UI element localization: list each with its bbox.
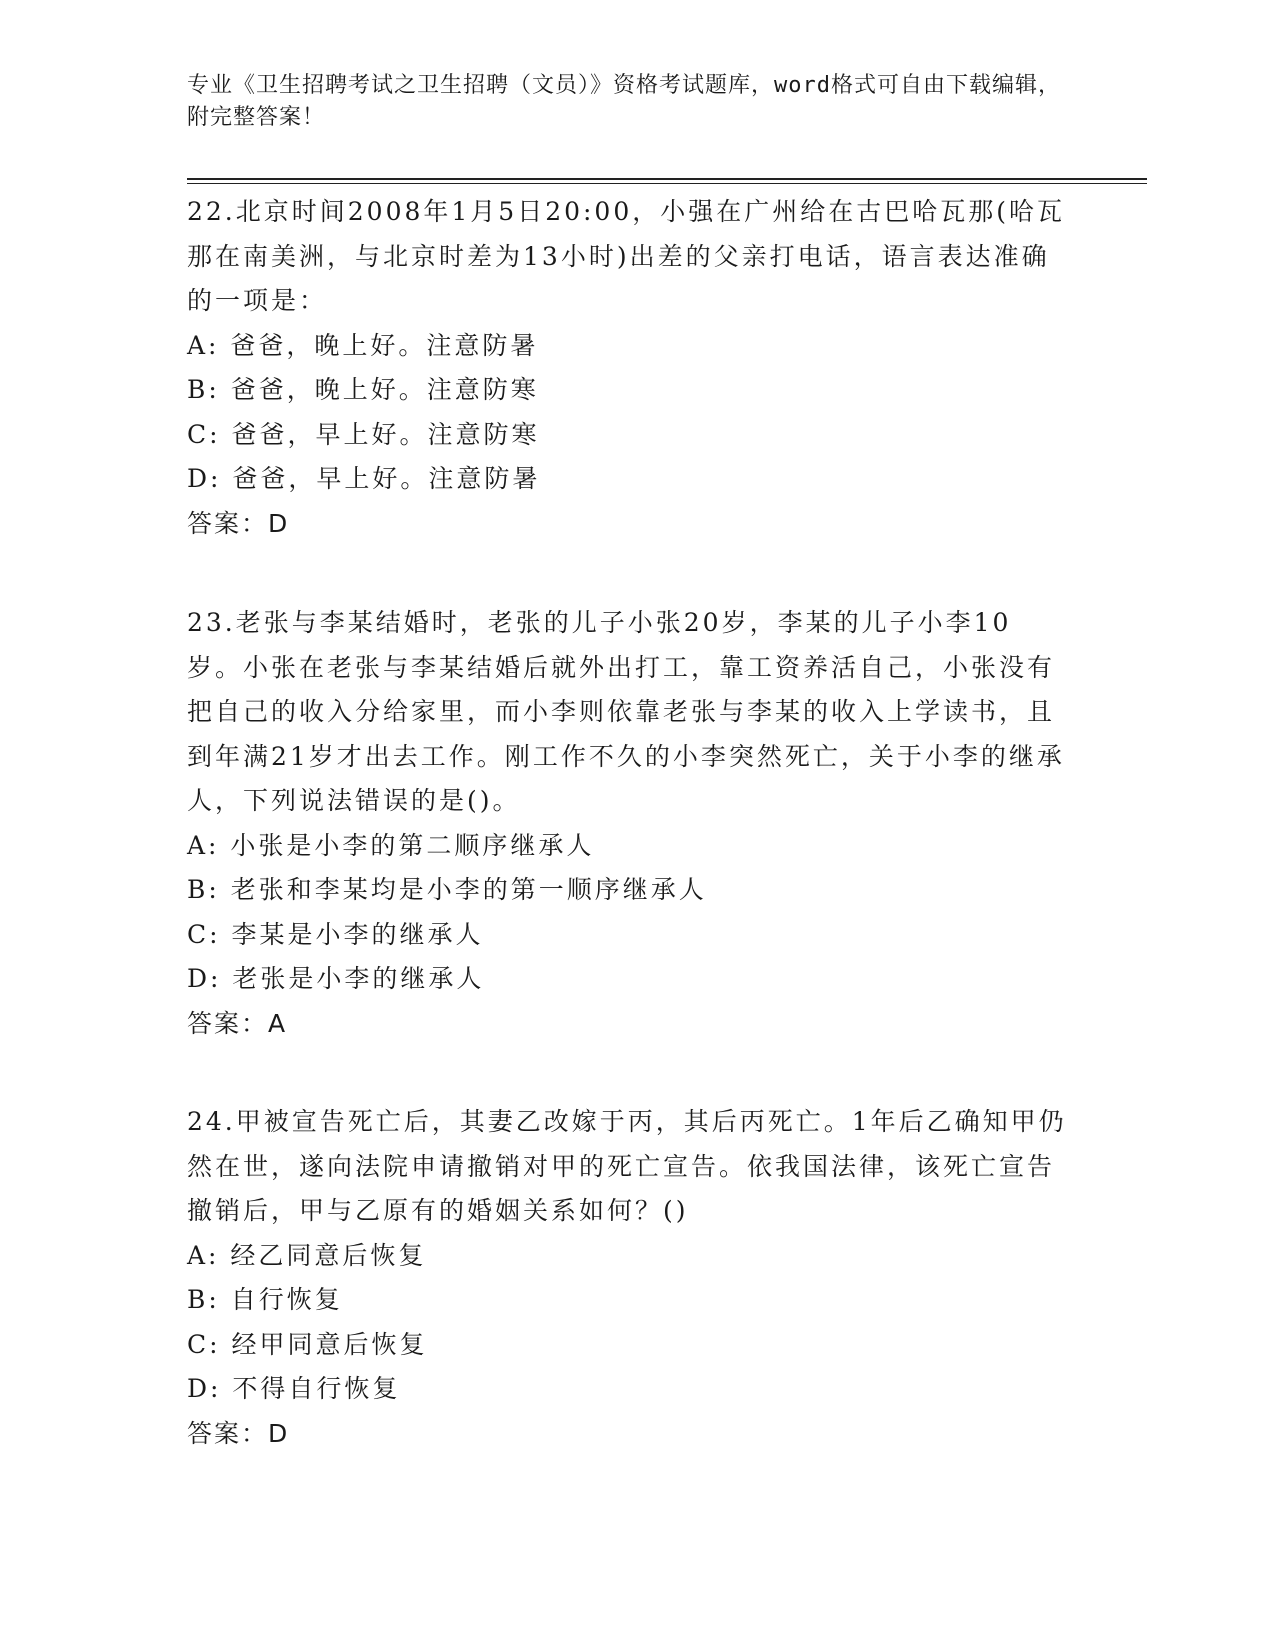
option-d: D: 老张是小李的继承人 <box>187 964 485 993</box>
document-header: 专业《卫生招聘考试之卫生招聘（文员）》资格考试题库，word格式可自由下载编辑，附完整答案！ <box>187 73 1061 130</box>
option-c: C: 经甲同意后恢复 <box>187 1329 428 1359</box>
option-a: A: 小张是小李的第二顺序继承人 <box>187 830 595 860</box>
header-divider-thick <box>187 178 1147 180</box>
option-c: C: 爸爸，早上好。注意防寒 <box>187 419 540 449</box>
option-b: B: 老张和李某均是小李的第一顺序继承人 <box>187 875 707 904</box>
option-d: D: 不得自行恢复 <box>187 1374 401 1403</box>
option-c: C: 李某是小李的继承人 <box>187 919 484 949</box>
question-22 <box>187 190 1067 546</box>
answer-label: 答案：D <box>187 508 290 538</box>
question-text: 22.北京时间2008年1月5日20:00，小强在广州给在古巴哈瓦那(哈瓦那在南美洲，与北京时差为13小时)出差的父亲打电话，语言表达准确的一项是： <box>187 197 1065 315</box>
answer-label: 答案：D <box>187 1418 290 1448</box>
option-b: B: 自行恢复 <box>187 1285 343 1314</box>
header-divider-thin <box>187 183 1147 184</box>
option-a: A: 爸爸，晚上好。注意防暑 <box>187 330 539 360</box>
question-24 <box>187 1100 1067 1456</box>
option-a: A: 经乙同意后恢复 <box>187 1240 427 1270</box>
question-23 <box>187 601 1067 1046</box>
option-b: B: 爸爸，晚上好。注意防寒 <box>187 375 539 404</box>
question-text: 24.甲被宣告死亡后，其妻乙改嫁于丙，其后丙死亡。1年后乙确知甲仍然在世，遂向法院申请撤销对甲的死亡宣告。依我国法律，该死亡宣告撤销后，甲与乙原有的婚姻关系如何？() <box>187 1107 1067 1225</box>
question-text: 23.老张与李某结婚时，老张的儿子小张20岁，李某的儿子小李10岁。小张在老张与李某结婚后就外出打工，靠工资养活自己，小张没有把自己的收入分给家里，而小李则依靠老张与李某的收入上学读书，且到年满21岁才出去工作。刚工作不久的小李突然死亡，关于小李的继承人，下列说法错误的是()。 <box>187 608 1065 815</box>
option-d: D: 爸爸，早上好。注意防暑 <box>187 464 541 493</box>
answer-label: 答案：A <box>187 1008 288 1038</box>
